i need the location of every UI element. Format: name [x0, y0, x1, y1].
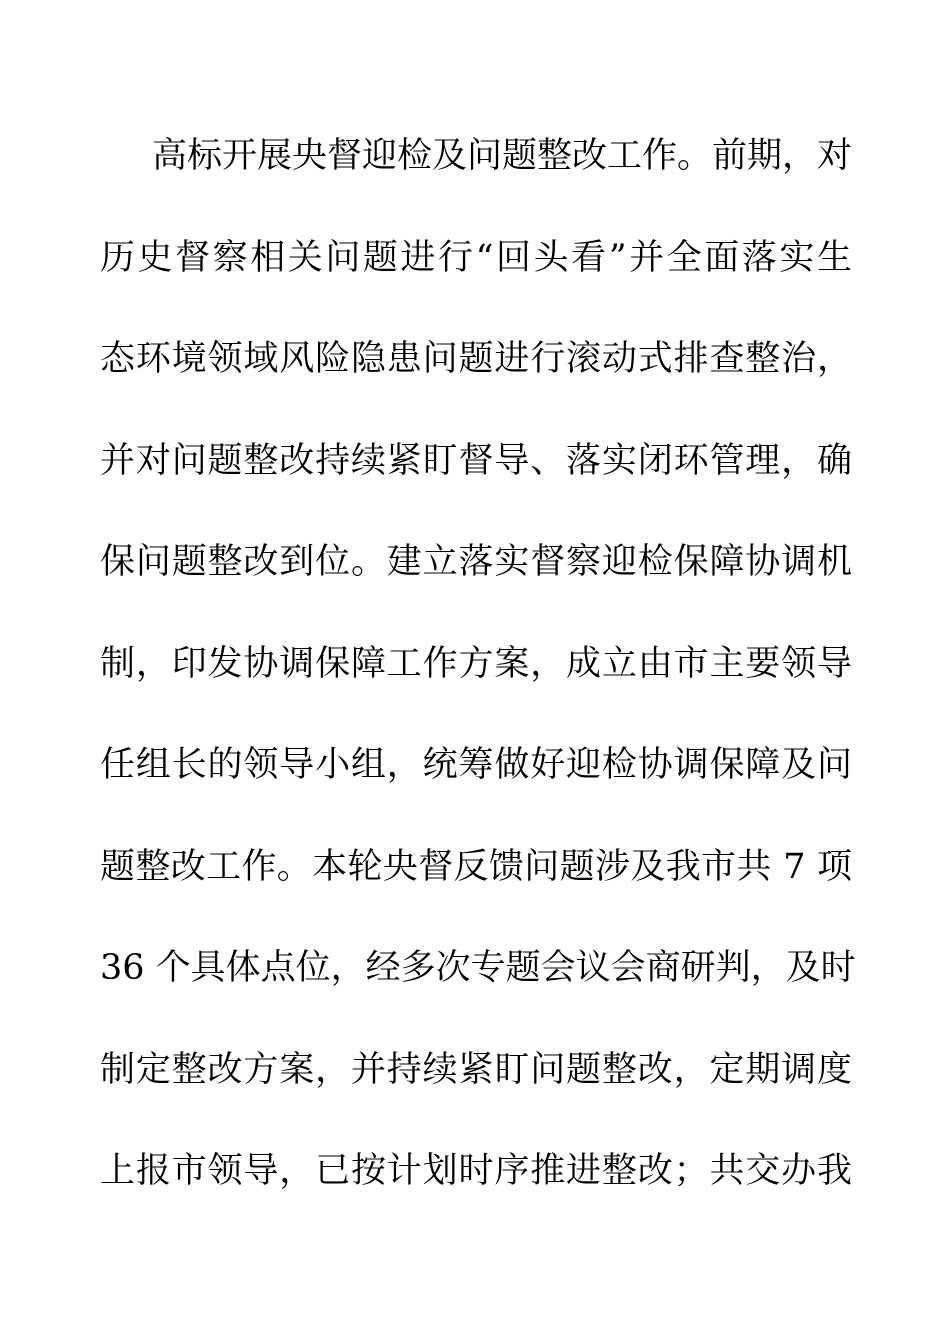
text-line-8: 题整改工作。本轮央督反馈问题涉及我市共 7 项 — [100, 846, 852, 887]
text-line-3: 态环境领域风险隐患问题进行滚动式排查整治， — [100, 339, 852, 379]
text-line-10: 制定整改方案，并持续紧盯问题整改，定期调度 — [100, 1049, 852, 1090]
text-line-6: 制，印发协调保障工作方案，成立由市主要领导 — [100, 643, 852, 684]
text-line-9: 36 个具体点位，经多次专题会议会商研判，及时 — [100, 948, 856, 988]
text-line-2: 历史督察相关问题进行“回头看”并全面落实生 — [100, 237, 852, 278]
text-line-1: 高标开展央督迎检及问题整改工作。前期，对 — [152, 136, 853, 176]
text-line-5: 保问题整改到位。建立落实督察迎检保障协调机 — [100, 542, 852, 582]
body-paragraph — [100, 126, 856, 1243]
text-line-7: 任组长的领导小组，统筹做好迎检协调保障及问 — [100, 745, 852, 785]
text-line-11: 上报市领导，已按计划时序推进整改；共交办我 — [100, 1151, 852, 1191]
text-line-4: 并对问题整改持续紧盯督导、落实闭环管理，确 — [100, 440, 852, 481]
